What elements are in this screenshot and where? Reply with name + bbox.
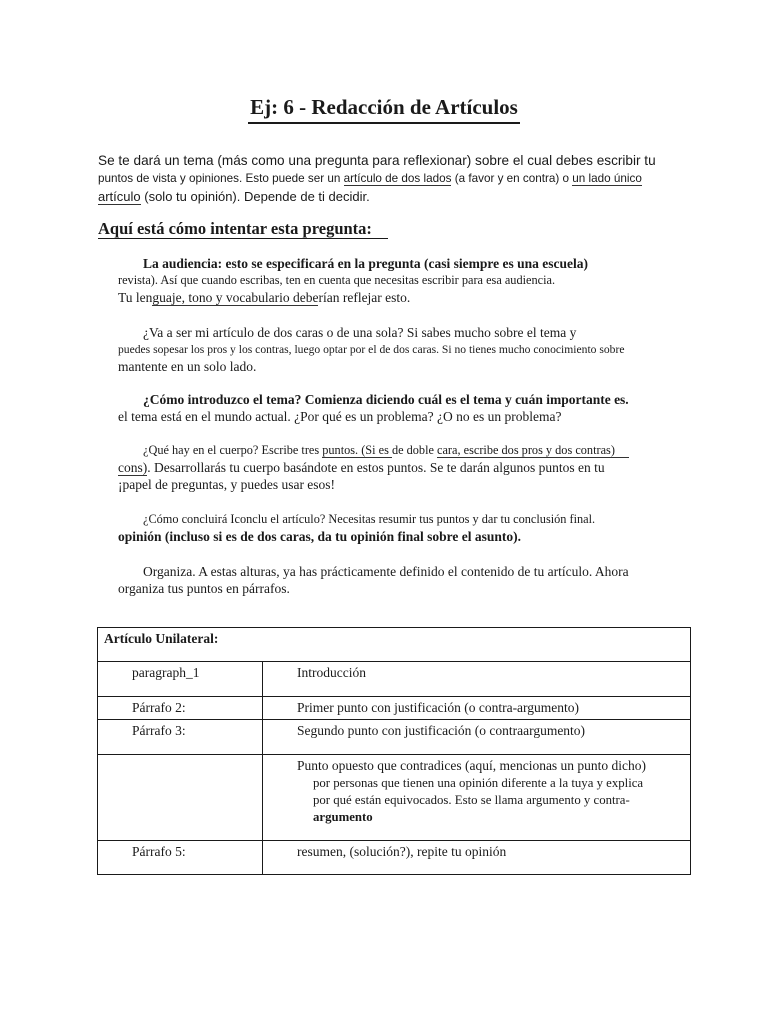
list-item-audience: La audiencia: esto se especificará en la pregunta (casi siempre es una escuela) revista). Así que cuando escribas, ten en cuenta que necesitas escribir para esa audiencia. Tu lenguaje, tono y vocabulario deberían reflejar esto. <box>98 255 688 306</box>
item-text: Organiza. A estas alturas, ya has prácticamente definido el contenido de tu artículo. Ahora <box>143 564 629 579</box>
table-row: Párrafo 3: Segundo punto con justificación (o contraargumento) <box>98 720 691 755</box>
item-text: revista). Así que cuando escribas, ten en cuenta que necesitas escribir para esa audiencia. <box>118 273 556 287</box>
table-header: Artículo Unilateral: <box>98 628 691 662</box>
list-item-introduction <box>98 391 688 425</box>
item-text: el tema está en el mundo actual. ¿Por qué es un problema? ¿O no es un problema? <box>118 409 562 424</box>
section-heading: Aquí está cómo intentar esta pregunta: <box>98 219 388 239</box>
one-sided-phrase: un lado único <box>572 172 642 185</box>
item-text: ¡papel de preguntas, y puedes usar esos! <box>118 477 336 492</box>
intro-line-1: Se te dará un tema (más como una pregunta para reflexionar) sobre el cual debes escribir tu <box>98 153 656 168</box>
list-item-organize <box>98 563 688 597</box>
intro-line-2: puntos de vista y opiniones. Esto puede ser un artículo de dos lados (a favor y en contra) o un lado único <box>98 172 642 185</box>
list-item-one-or-two-sided <box>98 324 688 375</box>
article-word: artículo <box>98 189 141 204</box>
item-text: puedes sopesar los pros y los contras, luego optar por el de dos caras. Si no tienes mucho conocimiento sobre <box>118 343 625 356</box>
item-text: La audiencia: esto se especificará en la pregunta (casi siempre es una escuela) <box>143 256 588 271</box>
page-title: Ej: 6 - Redacción de Artículos <box>0 95 768 120</box>
item-text: ¿Cómo concluirá Iconclu el artículo? Necesitas resumir tus puntos y dar tu conclusión final. <box>143 512 596 526</box>
two-sided-article-phrase: artículo de dos lados <box>343 172 452 185</box>
item-text: mantente en un solo lado. <box>118 359 257 374</box>
item-text: ¿Va a ser mi artículo de dos caras o de una sola? Si sabes mucho sobre el tema y <box>143 325 577 340</box>
list-item-conclusion <box>98 511 688 545</box>
table-row: Párrafo 5: resumen, (solución?), repite tu opinión <box>98 841 691 875</box>
item-text: opinión (incluso si es de dos caras, da tu opinión final sobre el asunto). <box>118 529 521 544</box>
table-row: paragraph_1 Introducción <box>98 662 691 697</box>
intro-line-3: artículo (solo tu opinión). Depende de ti decidir. <box>98 189 370 204</box>
item-text: ¿Cómo introduzco el tema? Comienza diciendo cuál es el tema y cuán importante es. <box>143 392 629 407</box>
table-row: Punto opuesto que contradices (aquí, mencionas un punto dicho) por personas que tienen una opinión diferente a la tuya y explica por qué están equivocados. Esto se llama argumento y contra- argumento <box>98 755 691 841</box>
item-text: organiza tus puntos en párrafos. <box>118 581 290 596</box>
one-sided-article-table <box>97 627 691 875</box>
intro-paragraph <box>98 152 678 206</box>
table-row: Párrafo 2: Primer punto con justificación (o contra-argumento) <box>98 697 691 720</box>
list-item-body: ¿Qué hay en el cuerpo? Escribe tres puntos. (Si es de doble cara, escribe dos pros y dos contras) cons). Desarrollarás tu cuerpo basándote en estos puntos. Se te darán algunos puntos en tu ¡papel de preguntas, y puedes usar esos! <box>98 442 688 493</box>
